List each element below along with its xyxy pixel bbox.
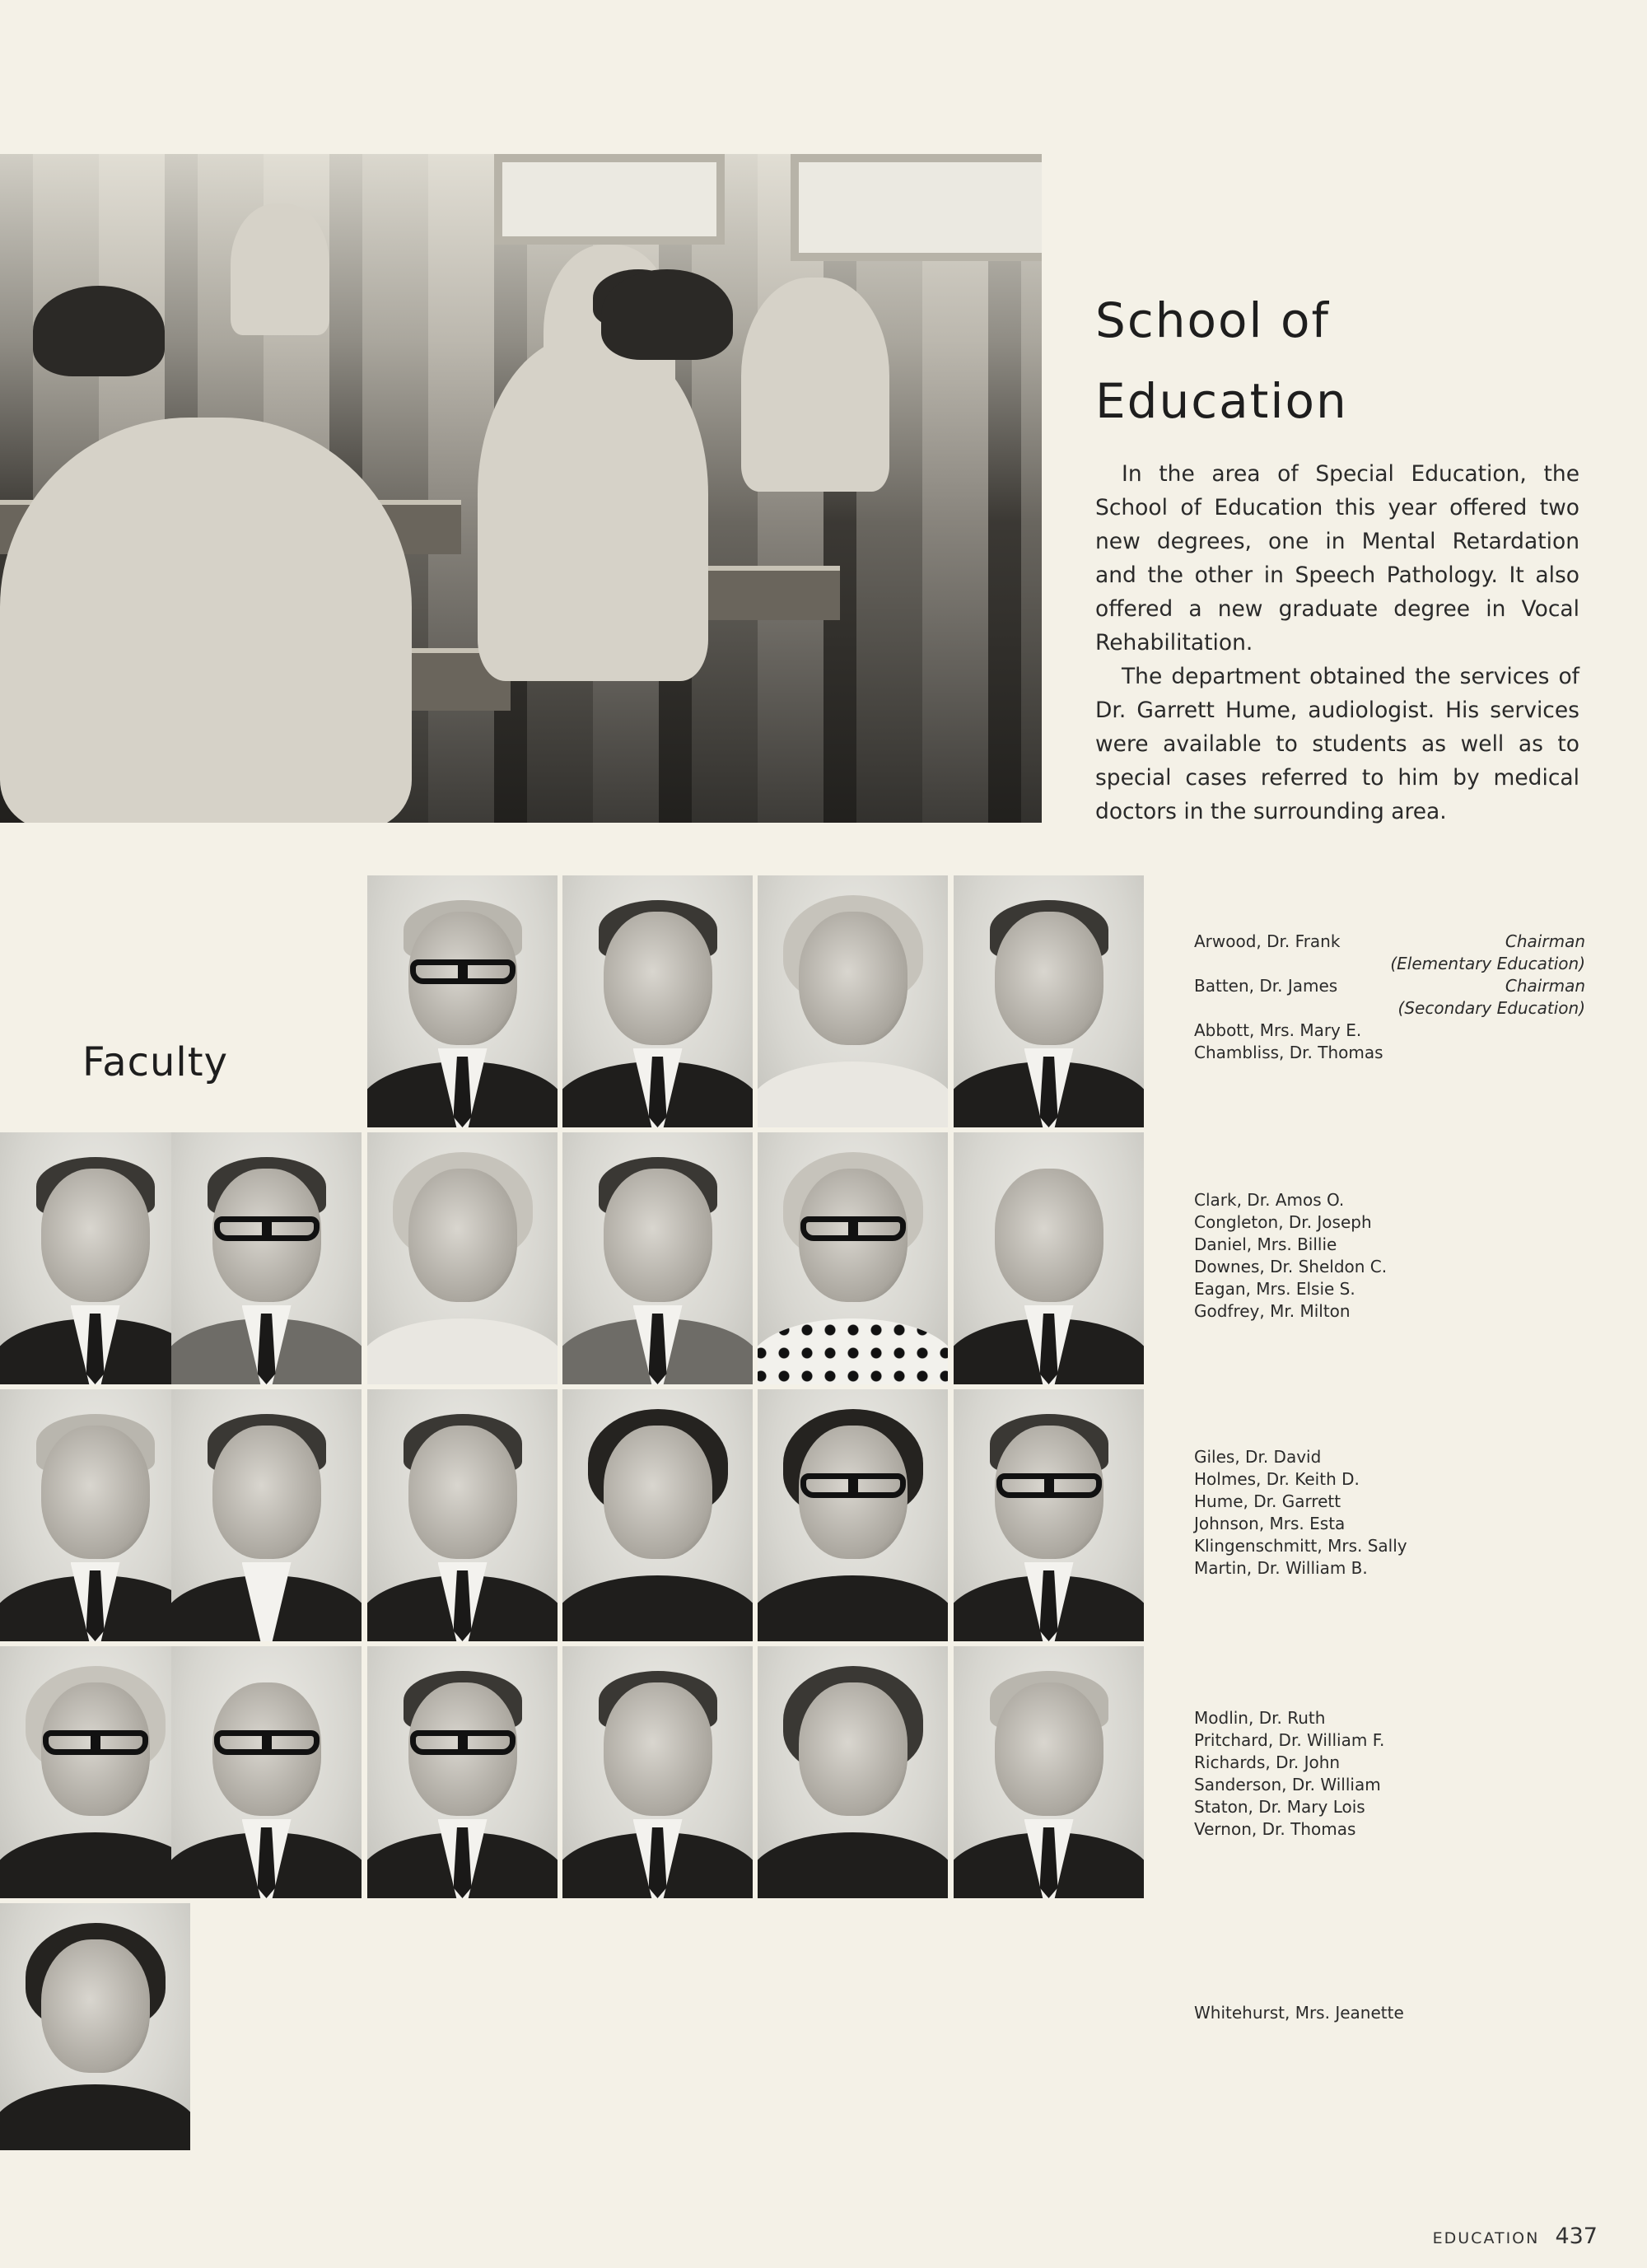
student-figure <box>741 278 889 492</box>
faculty-portrait <box>954 875 1144 1127</box>
page-number: 437 <box>1555 2224 1598 2249</box>
faculty-portrait <box>954 1132 1144 1384</box>
faculty-portrait <box>367 1646 558 1898</box>
faculty-name: Arwood, Dr. Frank <box>1194 931 1341 951</box>
faculty-name: Sanderson, Dr. William <box>1194 1775 1381 1794</box>
faculty-name: Congleton, Dr. Joseph <box>1194 1212 1372 1232</box>
faculty-name: Klingenschmitt, Mrs. Sally <box>1194 1536 1407 1556</box>
faculty-portrait <box>367 1132 558 1384</box>
faculty-names-group-2 <box>1194 1189 1585 1323</box>
faculty-portrait <box>367 875 558 1127</box>
faculty-name: Chambliss, Dr. Thomas <box>1194 1043 1383 1062</box>
faculty-portrait <box>367 1389 558 1641</box>
classroom-window <box>791 154 1042 261</box>
faculty-name: Clark, Dr. Amos O. <box>1194 1190 1345 1210</box>
faculty-name: Johnson, Mrs. Esta <box>1194 1514 1346 1533</box>
faculty-name: Vernon, Dr. Thomas <box>1194 1819 1356 1839</box>
faculty-portrait <box>758 1646 948 1898</box>
section-label: EDUCATION <box>1432 2229 1540 2247</box>
faculty-portrait <box>954 1389 1144 1641</box>
faculty-name-row <box>1194 931 1585 953</box>
faculty-name: Martin, Dr. William B. <box>1194 1558 1368 1578</box>
student-figure <box>478 335 708 681</box>
faculty-name: Godfrey, Mr. Milton <box>1194 1301 1351 1321</box>
student-figure <box>231 203 329 335</box>
faculty-portrait <box>562 875 753 1127</box>
faculty-name-row <box>1194 975 1585 997</box>
faculty-portrait <box>0 1389 190 1641</box>
faculty-portrait <box>562 1646 753 1898</box>
faculty-name: Downes, Dr. Sheldon C. <box>1194 1257 1388 1276</box>
faculty-portrait <box>758 1132 948 1384</box>
faculty-portrait <box>562 1389 753 1641</box>
faculty-heading: Faculty <box>82 1039 228 1085</box>
faculty-portrait <box>171 1646 362 1898</box>
classroom-window <box>494 154 725 245</box>
faculty-name: Whitehurst, Mrs. Jeanette <box>1194 2003 1404 2023</box>
page-footer <box>1433 2224 1598 2249</box>
faculty-portrait <box>171 1132 362 1384</box>
faculty-portrait <box>171 1389 362 1641</box>
faculty-names-group-4 <box>1194 1707 1585 1841</box>
faculty-name: Modlin, Dr. Ruth <box>1194 1708 1326 1728</box>
faculty-name: Abbott, Mrs. Mary E. <box>1194 1020 1362 1040</box>
intro-paragraph-1: In the area of Special Education, the School of Education this year offered two new degrees, one in Mental Retardation and the other in Speech Pathology. It also offered a new graduate degree in Vocal Rehabilitation. <box>1095 461 1579 656</box>
faculty-portrait <box>758 1389 948 1641</box>
intro-text <box>1095 457 1579 828</box>
faculty-names-group-1 <box>1194 931 1585 1064</box>
faculty-names-group-5 <box>1194 2002 1585 2024</box>
faculty-portrait <box>562 1132 753 1384</box>
faculty-name: Richards, Dr. John <box>1194 1752 1341 1772</box>
classroom-photo <box>0 154 1042 823</box>
faculty-portrait <box>758 875 948 1127</box>
faculty-portrait <box>0 1903 190 2150</box>
faculty-name: Giles, Dr. David <box>1194 1447 1322 1467</box>
student-hair <box>33 286 165 376</box>
student-figure <box>0 418 412 823</box>
faculty-name: Daniel, Mrs. Billie <box>1194 1234 1337 1254</box>
faculty-name: Hume, Dr. Garrett <box>1194 1491 1341 1511</box>
faculty-department: (Secondary Education) <box>1397 998 1585 1018</box>
faculty-name: Pritchard, Dr. William F. <box>1194 1730 1385 1750</box>
faculty-role: Chairman <box>1505 976 1585 996</box>
student-hair <box>601 269 733 360</box>
title-line-2: Education <box>1095 373 1348 429</box>
faculty-name: Batten, Dr. James <box>1194 976 1338 996</box>
faculty-names-group-3 <box>1194 1446 1585 1580</box>
faculty-portrait <box>0 1132 190 1384</box>
faculty-role: Chairman <box>1505 931 1585 951</box>
faculty-name: Staton, Dr. Mary Lois <box>1194 1797 1365 1817</box>
intro-paragraph-2: The department obtained the services of Dr. Garrett Hume, audiologist. His services were available to students as well as to special cases referred to him by medical doctors in the surrounding area. <box>1095 664 1579 824</box>
faculty-name: Eagan, Mrs. Elsie S. <box>1194 1279 1355 1299</box>
faculty-portrait <box>0 1646 190 1898</box>
faculty-department: (Elementary Education) <box>1390 954 1585 973</box>
faculty-portrait <box>954 1646 1144 1898</box>
page-title <box>1095 280 1622 441</box>
faculty-name: Holmes, Dr. Keith D. <box>1194 1469 1360 1489</box>
title-line-1: School of <box>1095 292 1330 348</box>
